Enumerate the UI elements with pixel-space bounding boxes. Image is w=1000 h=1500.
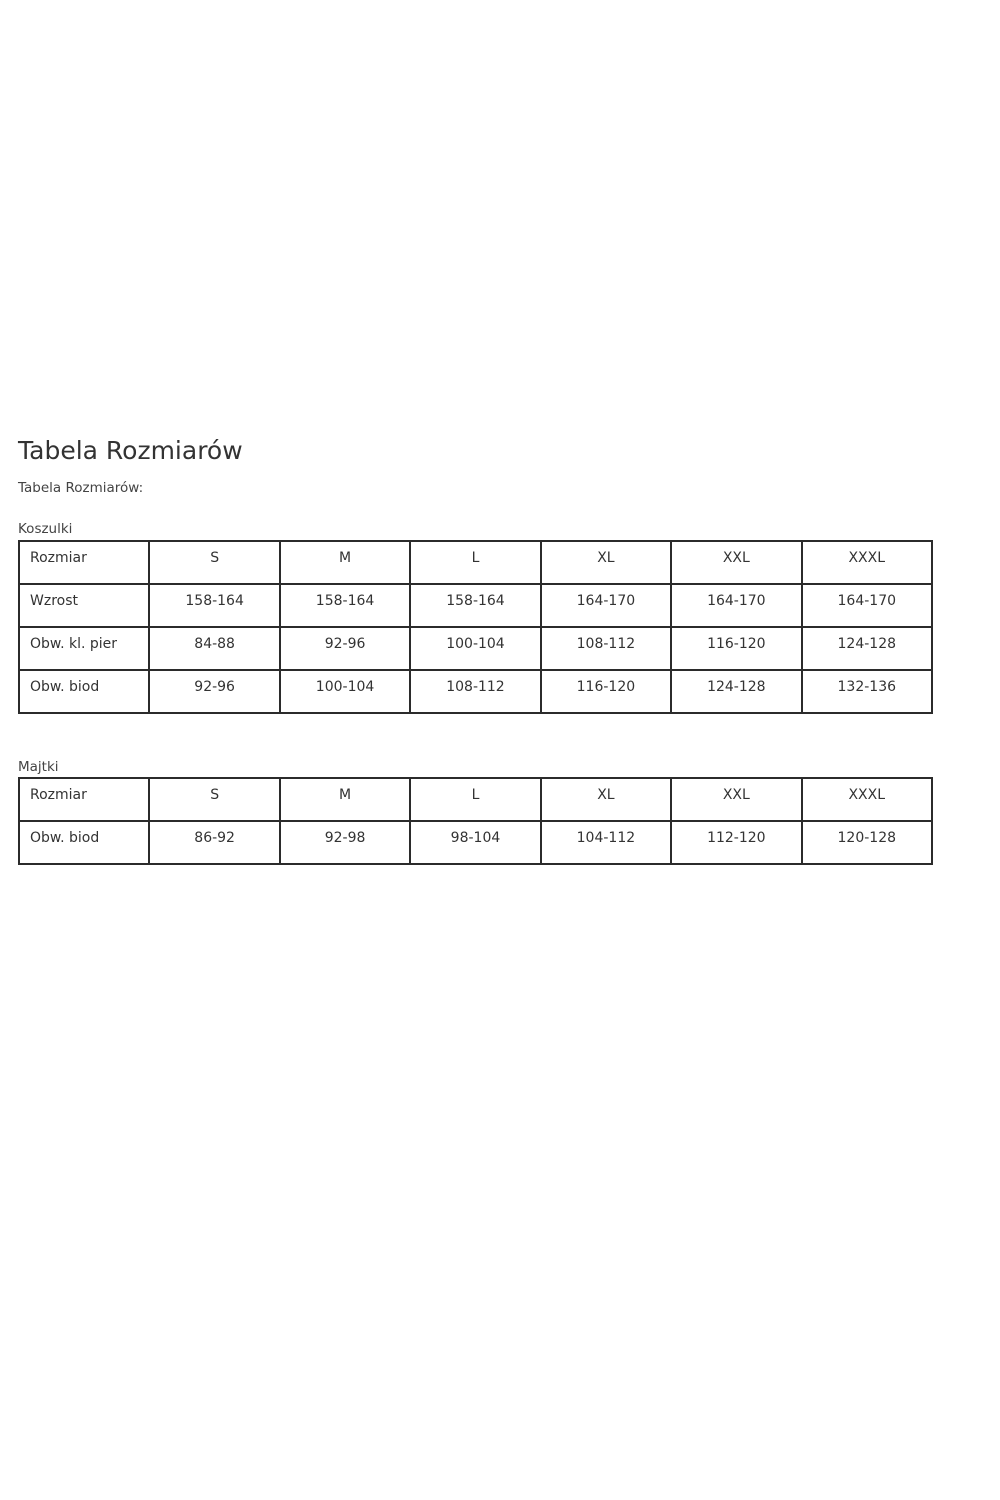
table-cell: 108-112 (541, 627, 671, 670)
table-cell: 158-164 (410, 584, 540, 627)
table-cell: 86-92 (149, 821, 279, 864)
table-cell: 158-164 (280, 584, 410, 627)
table-cell: 124-128 (802, 627, 932, 670)
table-cell: 92-98 (280, 821, 410, 864)
section-label-majtki: Majtki (18, 759, 59, 775)
table-row (19, 778, 932, 821)
table-row (19, 584, 932, 627)
table-cell: Wzrost (19, 584, 149, 627)
table-cell: M (280, 778, 410, 821)
table-cell: Rozmiar (19, 541, 149, 584)
table-cell: 92-96 (149, 670, 279, 713)
table-row (19, 627, 932, 670)
page-title: Tabela Rozmiarów (18, 436, 243, 465)
section-label-koszulki: Koszulki (18, 521, 73, 537)
table-cell: M (280, 541, 410, 584)
table-cell: XXXL (802, 541, 932, 584)
table-cell: 112-120 (671, 821, 801, 864)
table-cell: S (149, 778, 279, 821)
table-row (19, 821, 932, 864)
table-cell: 132-136 (802, 670, 932, 713)
table-cell: 104-112 (541, 821, 671, 864)
table-cell: XXL (671, 541, 801, 584)
table-cell: L (410, 778, 540, 821)
table-cell: Obw. kl. pier (19, 627, 149, 670)
table-cell: 164-170 (541, 584, 671, 627)
table-cell: 124-128 (671, 670, 801, 713)
table-cell: 100-104 (410, 627, 540, 670)
table-row (19, 670, 932, 713)
table-cell: 116-120 (541, 670, 671, 713)
table-cell: 164-170 (802, 584, 932, 627)
table-cell: XL (541, 778, 671, 821)
table-cell: 100-104 (280, 670, 410, 713)
table-cell: 84-88 (149, 627, 279, 670)
table-cell: 120-128 (802, 821, 932, 864)
table-cell: XL (541, 541, 671, 584)
table-cell: 116-120 (671, 627, 801, 670)
table-cell: 108-112 (410, 670, 540, 713)
table-cell: XXL (671, 778, 801, 821)
table-cell: 164-170 (671, 584, 801, 627)
page-subtitle: Tabela Rozmiarów: (18, 480, 144, 496)
table-cell: Obw. biod (19, 821, 149, 864)
table-cell: 98-104 (410, 821, 540, 864)
table-cell: L (410, 541, 540, 584)
size-table-koszulki (18, 540, 933, 714)
table-cell: XXXL (802, 778, 932, 821)
table-row (19, 541, 932, 584)
table-cell: Obw. biod (19, 670, 149, 713)
table-cell: 158-164 (149, 584, 279, 627)
table-cell: S (149, 541, 279, 584)
size-table-majtki (18, 777, 933, 865)
table-cell: Rozmiar (19, 778, 149, 821)
table-cell: 92-96 (280, 627, 410, 670)
